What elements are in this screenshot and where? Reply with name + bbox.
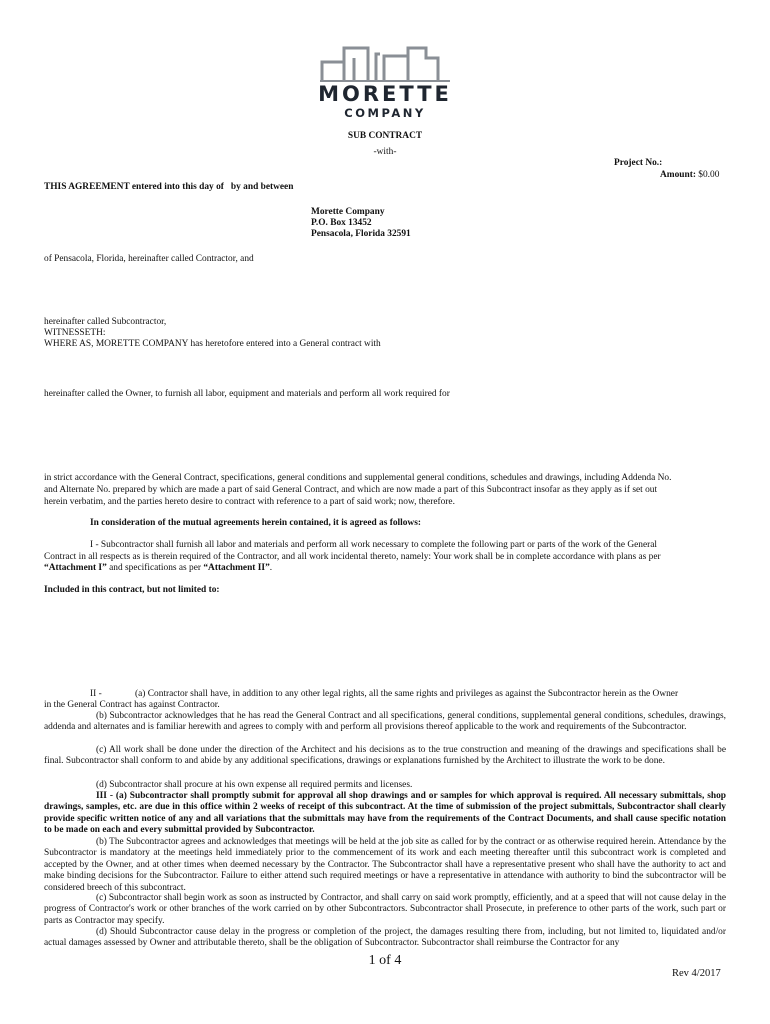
section-3-b: (b) The Subcontractor agrees and acknowledges that meetings will be held at the job site as called for by the contract or as otherwise required herein. Attendance by the Subcontractor is mandatory at the meetings held immediately prior to the commencement of its work and each meeting thereafter until this subcontract work is completed and accepted by the Owner, and at other times when deemed necessary by the Contractor. The Subcontractor shall have a representative present who shall have the authority to act and make binding decisions for the Subcontractor. Failure to either attend such required meetings or have a representative in attendance with authority to bind the subcontractor will be considered breech of this subcontract. <box>44 837 726 893</box>
section-2-a-line-1: (a) Contractor shall have, in addition to any other legal rights, all the same rights and privileges as against the Subcontractor herein as the Owner <box>135 689 679 699</box>
logo-subtitle: COMPANY <box>344 106 426 120</box>
section-2-a-line-2: in the General Contract has against Contractor. <box>44 700 220 710</box>
section-2-number: II - <box>90 689 102 699</box>
section-2-c: (c) All work shall be done under the direction of the Architect and his decisions as to the true construction and meaning of the drawings and specifications shall be final. Subcontractor shall conform to and abide by any additional specifications, drawings or explanations furnished by the Architect to illustrate the work to be done. <box>44 745 726 767</box>
strict-accordance-line-3: herein verbatim, and the parties hereto desire to contract with reference to a part of said work; now, therefore. <box>44 497 455 507</box>
with-line: -with- <box>373 147 397 157</box>
logo-name: MORETTE <box>318 82 452 106</box>
section-1-attachments <box>44 563 272 574</box>
attachment-connector: and specifications as per <box>106 563 204 573</box>
amount-label: Amount: <box>660 170 696 180</box>
revision-date: Rev 4/2017 <box>672 968 721 979</box>
contractor-line: of Pensacola, Florida, hereinafter called Contractor, and <box>44 254 254 264</box>
amount-value: $0.00 <box>698 170 720 180</box>
agreement-intro <box>44 182 293 193</box>
owner-line: hereinafter called the Owner, to furnish all labor, equipment and materials and perform all work required for <box>44 389 450 399</box>
agreement-intro-b: by and between <box>230 182 294 192</box>
strict-accordance-line-1: in strict accordance with the General Contract, specifications, general conditions and supplemental general conditions, schedules and drawings, including Addenda No. <box>44 473 672 483</box>
included-heading: Included in this contract, but not limited to: <box>44 585 220 595</box>
company-city: Pensacola, Florida 32591 <box>311 229 411 239</box>
attachment-1: “Attachment I” <box>44 563 107 573</box>
witnesseth: WITNESSETH: <box>44 328 106 338</box>
section-1-line-1: I - Subcontractor shall furnish all labor and materials and perform all work necessary to complete the following part or parts of the work of the General <box>90 540 657 550</box>
project-number-label: Project No.: <box>614 158 663 168</box>
page-number: 1 of 4 <box>368 953 402 968</box>
subcontractor-line: hereinafter called Subcontractor, <box>44 317 167 327</box>
agreement-intro-a: THIS AGREEMENT entered into this day of <box>44 182 224 192</box>
section-1-line-2: Contract in all respects as is therein required of the Contractor, and all work incidental thereto, namely: Your work shall be in complete accordance with plans as per <box>44 552 661 562</box>
document-title: SUB CONTRACT <box>347 131 423 141</box>
attachment-end: . <box>269 563 273 573</box>
amount-line <box>660 170 719 181</box>
section-3-d: (d) Should Subcontractor cause delay in the progress or completion of the project, the damages resulting there from, including, but not limited to, liquidated and/or actual damages assessed by Owner and attributable thereto, shall be the obligation of Subcontractor. Subcontractor shall reimburse the Contractor for any <box>44 927 726 949</box>
company-po-box: P.O. Box 13452 <box>311 218 372 228</box>
section-3-a: III - (a) Subcontractor shall promptly submit for approval all shop drawings and or samples for which approval is required. All necessary submittals, shop drawings, samples, etc. are due in this office within 2 weeks of receipt of this subcontract. At the time of submission of the project submittals, Subcontractor shall clearly provide specific written notice of any and all variations that the submittals may have from the requirements of the Contract Documents, and shall cause specific notation to be made on each and every submittal provided by Subcontractor. <box>44 791 726 836</box>
section-2-d: (d) Subcontractor shall procure at his own expense all required permits and licenses. <box>96 780 413 790</box>
whereas-line: WHERE AS, MORETTE COMPANY has heretofore entered into a General contract with <box>44 339 381 349</box>
section-3-c: (c) Subcontractor shall begin work as soon as instructed by Contractor, and shall carry on said work promptly, efficiently, and at a speed that will not cause delay in the progress of Contractor's work or other branches of the work carried on by other Subcontractors. Subcontractor shall Prosecute, in preference to other parts of the work, such part or parts as Contractor may specify. <box>44 893 726 926</box>
section-2-b: (b) Subcontractor acknowledges that he has read the General Contract and all specifications, general conditions, supplemental general conditions, schedules, drawings, addenda and alternates and is familiar herewith and agrees to comply with and perform all provisions thereof applicable to the work and requirements of the Subcontractor. <box>44 711 726 733</box>
attachment-2: “Attachment II” <box>203 563 270 573</box>
company-logo <box>320 44 450 82</box>
company-name: Morette Company <box>311 207 385 217</box>
consideration-heading: In consideration of the mutual agreements herein contained, it is agreed as follows: <box>90 518 421 528</box>
strict-accordance-line-2: and Alternate No. prepared by which are made a part of said General Contract, and which are now made a part of this Subcontract insofar as they apply as if set out <box>44 485 658 495</box>
